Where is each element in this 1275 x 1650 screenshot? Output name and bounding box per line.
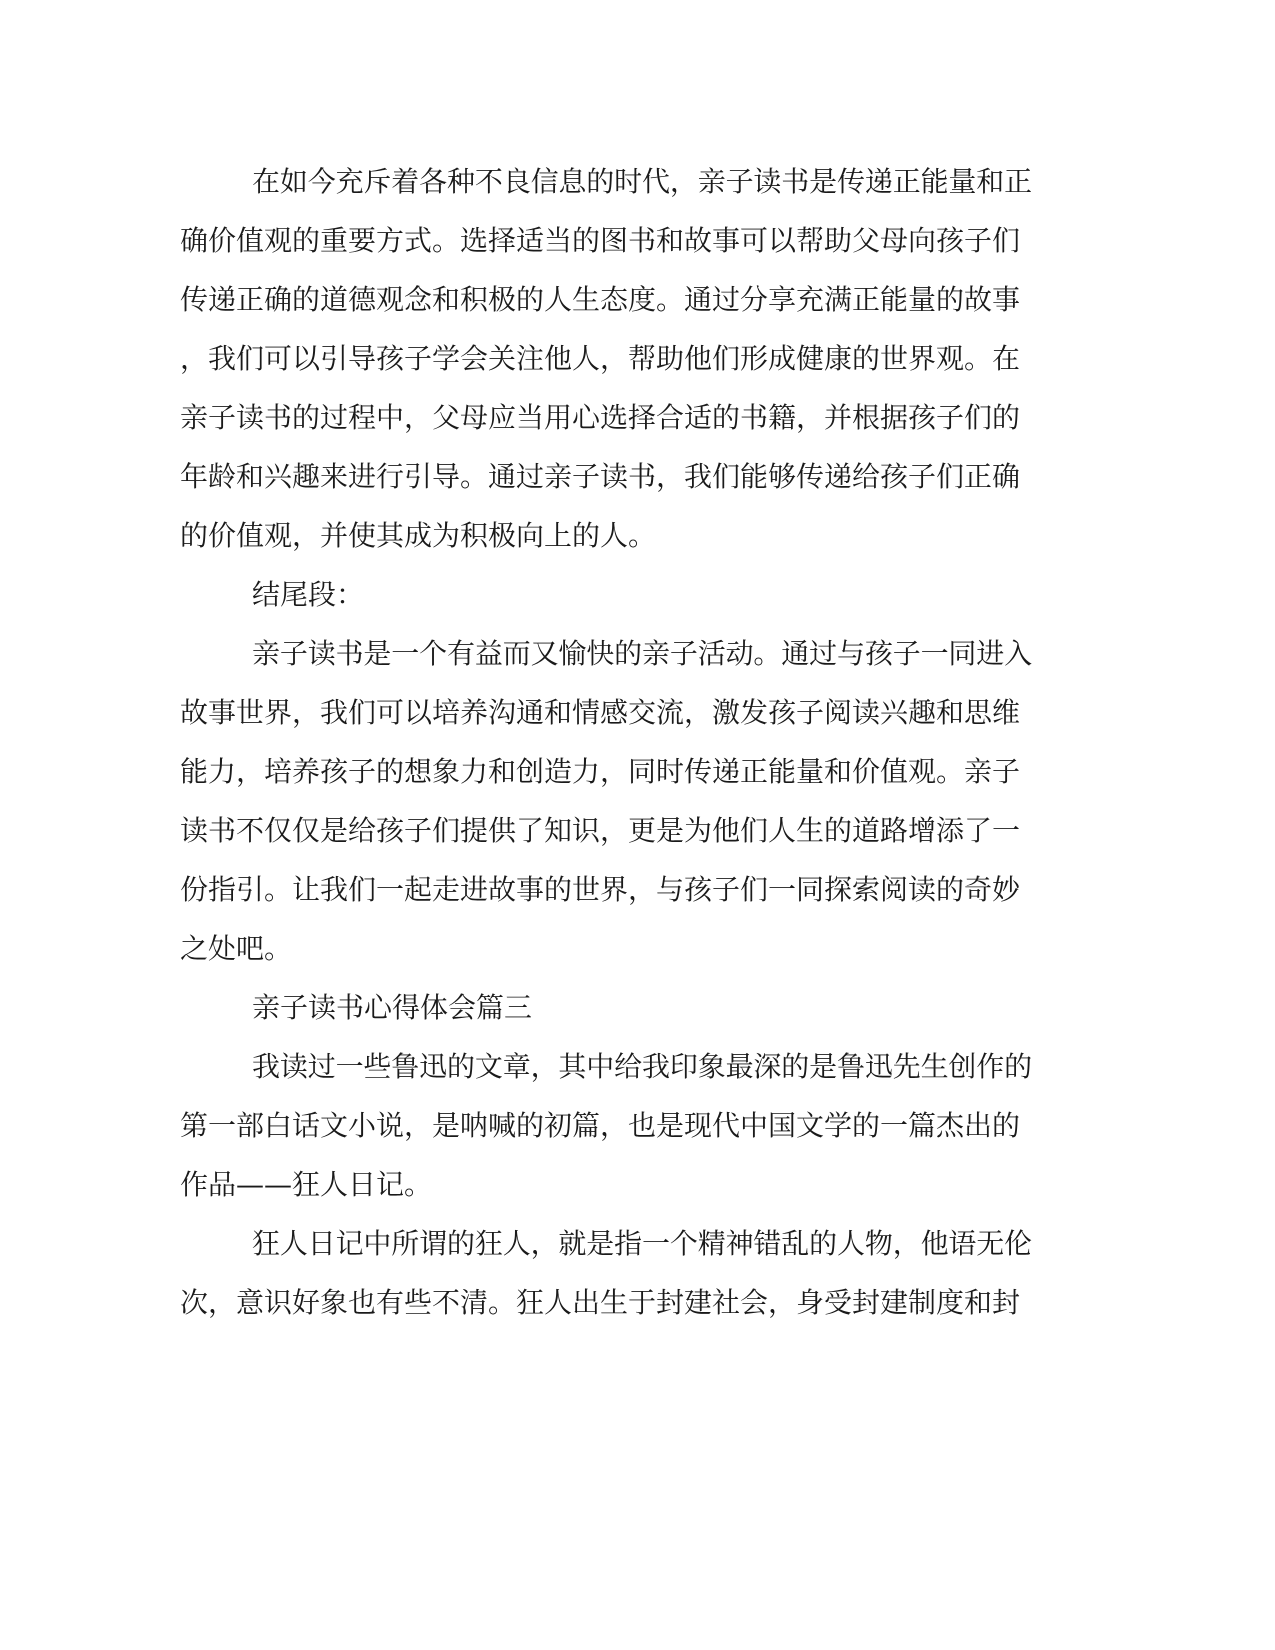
text-line: 的价值观，并使其成为积极向上的人。 xyxy=(180,519,657,552)
section-heading: 亲子读书心得体会篇三 xyxy=(252,991,533,1024)
text-line: 我读过一些鲁迅的文章，其中给我印象最深的是鲁迅先生创作的 xyxy=(252,1050,1033,1083)
text-line: 年龄和兴趣来进行引导。通过亲子读书，我们能够传递给孩子们正确 xyxy=(180,460,1021,493)
text-line: 确价值观的重要方式。选择适当的图书和故事可以帮助父母向孩子们 xyxy=(180,224,1021,257)
text-line: 在如今充斥着各种不良信息的时代，亲子读书是传递正能量和正 xyxy=(252,165,1033,198)
text-line: 亲子读书是一个有益而又愉快的亲子活动。通过与孩子一同进入 xyxy=(252,637,1033,670)
text-line: 之处吧。 xyxy=(180,932,293,965)
text-line: 狂人日记中所谓的狂人，就是指一个精神错乱的人物，他语无伦 xyxy=(252,1227,1033,1260)
text-line: 第一部白话文小说，是呐喊的初篇，也是现代中国文学的一篇杰出的 xyxy=(180,1109,1021,1142)
text-line: 作品——狂人日记。 xyxy=(180,1168,433,1201)
text-line: 故事世界，我们可以培养沟通和情感交流，激发孩子阅读兴趣和思维 xyxy=(180,696,1021,729)
text-line: 份指引。让我们一起走进故事的世界，与孩子们一同探索阅读的奇妙 xyxy=(180,873,1021,906)
text-line: 传递正确的道德观念和积极的人生态度。通过分享充满正能量的故事 xyxy=(180,283,1021,316)
text-line: ，我们可以引导孩子学会关注他人，帮助他们形成健康的世界观。在 xyxy=(180,342,1021,375)
text-line: 次，意识好象也有些不清。狂人出生于封建社会，身受封建制度和封 xyxy=(180,1286,1021,1319)
section-heading: 结尾段： xyxy=(252,578,365,611)
text-line: 能力，培养孩子的想象力和创造力，同时传递正能量和价值观。亲子 xyxy=(180,755,1021,788)
text-line: 亲子读书的过程中，父母应当用心选择合适的书籍，并根据孩子们的 xyxy=(180,401,1021,434)
text-line: 读书不仅仅是给孩子们提供了知识，更是为他们人生的道路增添了一 xyxy=(180,814,1021,847)
